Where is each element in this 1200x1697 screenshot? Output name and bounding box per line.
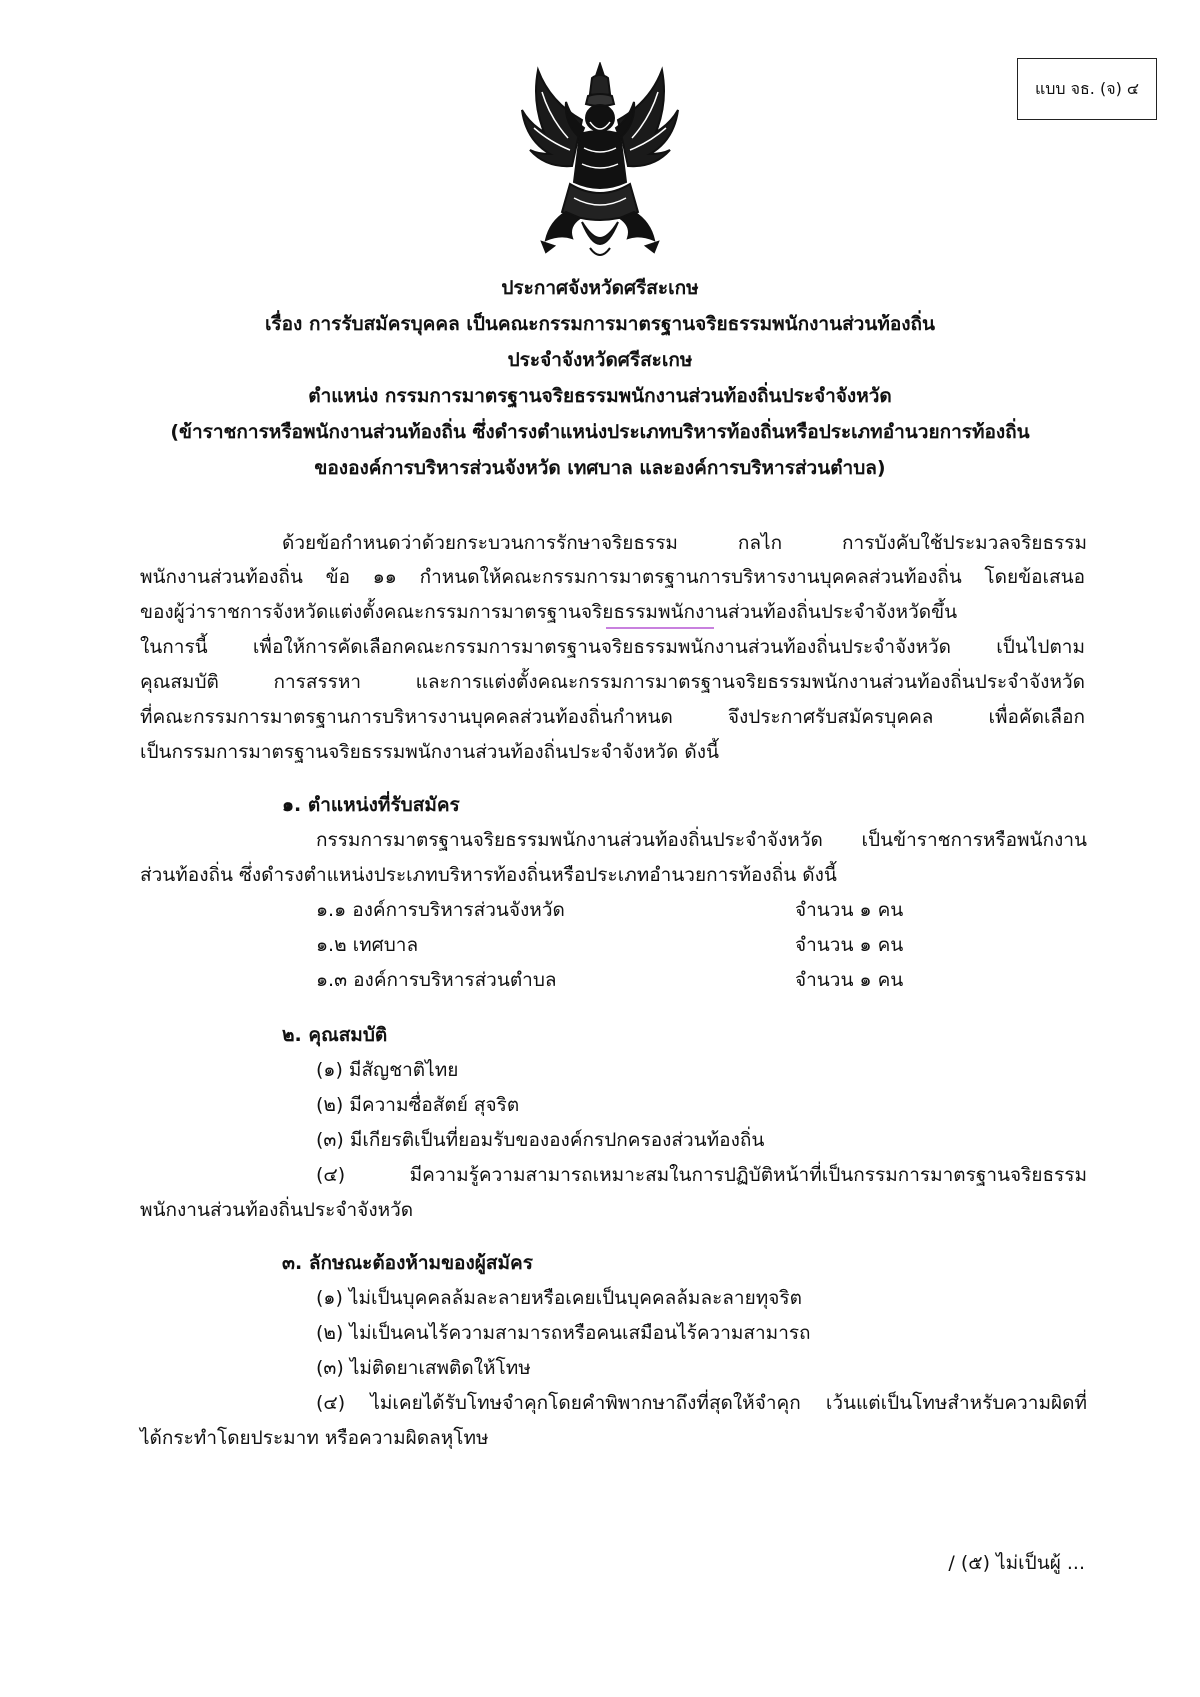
header-line-4: ตำแหน่ง กรรมการมาตรฐานจริยธรรมพนักงานส่วนท้องถิ่นประจำจังหวัด	[308, 385, 892, 407]
section-1-desc-line-2: ส่วนท้องถิ่น ซึ่งดำรงตำแหน่งประเภทบริหารท้องถิ่นหรือประเภทอำนวยการท้องถิ่น ดังนี้	[140, 864, 837, 886]
section-2-item-3: (๓) มีเกียรติเป็นที่ยอมรับขององค์กรปกครองส่วนท้องถิ่น	[316, 1129, 765, 1151]
section-1-desc-line-1: กรรมการมาตรฐานจริยธรรมพนักงานส่วนท้องถิ่นประจำจังหวัด เป็นข้าราชการหรือพนักงาน	[316, 829, 1087, 851]
section-3-item-4: (๔) ไม่เคยได้รับโทษจำคุกโดยคำพิพากษาถึงที่สุดให้จำคุก เว้นแต่เป็นโทษสำหรับความผิดที่	[316, 1392, 1087, 1414]
section-1-item-2-count: จำนวน ๑ คน	[795, 934, 904, 956]
section-3-item-2: (๒) ไม่เป็นคนไร้ความสามารถหรือคนเสมือนไร้ความสามารถ	[316, 1322, 811, 1344]
header-line-2: เรื่อง การรับสมัครบุคคล เป็นคณะกรรมการมาตรฐานจริยธรรมพนักงานส่วนท้องถิ่น	[264, 313, 936, 335]
header-line-3: ประจำจังหวัดศรีสะเกษ	[507, 349, 693, 371]
section-2-heading: ๒. คุณสมบัติ	[282, 1024, 388, 1046]
intro-line-7: เป็นกรรมการมาตรฐานจริยธรรมพนักงานส่วนท้องถิ่นประจำจังหวัด ดังนี้	[140, 741, 720, 763]
announcement-header	[60, 270, 1140, 486]
header-line-5: (ข้าราชการหรือพนักงานส่วนท้องถิ่น ซึ่งดำรงตำแหน่งประเภทบริหารท้องถิ่นหรือประเภทอำนวยการท้องถิ่น	[170, 421, 1030, 443]
intro-line-5: คุณสมบัติ การสรรหา และการแต่งตั้งคณะกรรมการมาตรฐานจริยธรรมพนักงานส่วนท้องถิ่นประจำจังหวัด	[140, 671, 1085, 693]
section-2-item-4-cont: พนักงานส่วนท้องถิ่นประจำจังหวัด	[140, 1199, 414, 1221]
header-line-6: ขององค์การบริหารส่วนจังหวัด เทศบาล และองค์การบริหารส่วนตำบล)	[314, 457, 886, 479]
page-continuation: / (๕) ไม่เป็นผู้ ...	[948, 1552, 1085, 1574]
form-code-box	[1017, 58, 1157, 120]
edit-underline-mark	[606, 627, 714, 629]
section-1-item-3-count: จำนวน ๑ คน	[795, 969, 904, 991]
section-2-item-4: (๔) มีความรู้ความสามารถเหมาะสมในการปฏิบัติหน้าที่เป็นกรรมการมาตรฐานจริยธรรม	[316, 1164, 1087, 1186]
intro-line-6: ที่คณะกรรมการมาตรฐานการบริหารงานบุคคลส่วนท้องถิ่นกำหนด จึงประกาศรับสมัครบุคคล เพื่อคัดเลือก	[140, 706, 1085, 728]
section-3-heading: ๓. ลักษณะต้องห้ามของผู้สมัคร	[282, 1252, 533, 1274]
section-1-item-1: ๑.๑ องค์การบริหารส่วนจังหวัด	[316, 899, 565, 921]
garuda-emblem-icon	[520, 62, 680, 267]
header-line-1: ประกาศจังหวัดศรีสะเกษ	[501, 277, 699, 299]
intro-line-3: ของผู้ว่าราชการจังหวัดแต่งตั้งคณะกรรมการมาตรฐานจริยธรรมพนักงานส่วนท้องถิ่นประจำจังหวัดขึ้น	[140, 601, 958, 623]
section-3-item-3: (๓) ไม่ติดยาเสพติดให้โทษ	[316, 1357, 531, 1379]
intro-line-2: พนักงานส่วนท้องถิ่น ข้อ ๑๑ กำหนดให้คณะกรรมการมาตรฐานการบริหารงานบุคคลส่วนท้องถิ่น โดยข้อเสนอ	[140, 566, 1085, 588]
intro-line-1: ด้วยข้อกำหนดว่าด้วยกระบวนการรักษาจริยธรรม กลไก การบังคับใช้ประมวลจริยธรรม	[282, 532, 1087, 554]
form-code: แบบ จธ. (จ) ๔	[1034, 78, 1140, 98]
section-1-item-1-count: จำนวน ๑ คน	[795, 899, 904, 921]
section-1-heading: ๑. ตำแหน่งที่รับสมัคร	[282, 794, 460, 816]
section-1-item-2: ๑.๒ เทศบาล	[316, 934, 419, 956]
section-3-item-1: (๑) ไม่เป็นบุคคลล้มละลายหรือเคยเป็นบุคคลล้มละลายทุจริต	[316, 1287, 802, 1309]
intro-line-4: ในการนี้ เพื่อให้การคัดเลือกคณะกรรมการมาตรฐานจริยธรรมพนักงานส่วนท้องถิ่นประจำจังหวัด เป็นไปตาม	[140, 636, 1085, 658]
section-2-item-1: (๑) มีสัญชาติไทย	[316, 1059, 459, 1081]
section-1-item-3: ๑.๓ องค์การบริหารส่วนตำบล	[316, 969, 557, 991]
section-3-item-4-cont: ได้กระทำโดยประมาท หรือความผิดลหุโทษ	[140, 1427, 489, 1449]
section-2-item-2: (๒) มีความซื่อสัตย์ สุจริต	[316, 1094, 520, 1116]
